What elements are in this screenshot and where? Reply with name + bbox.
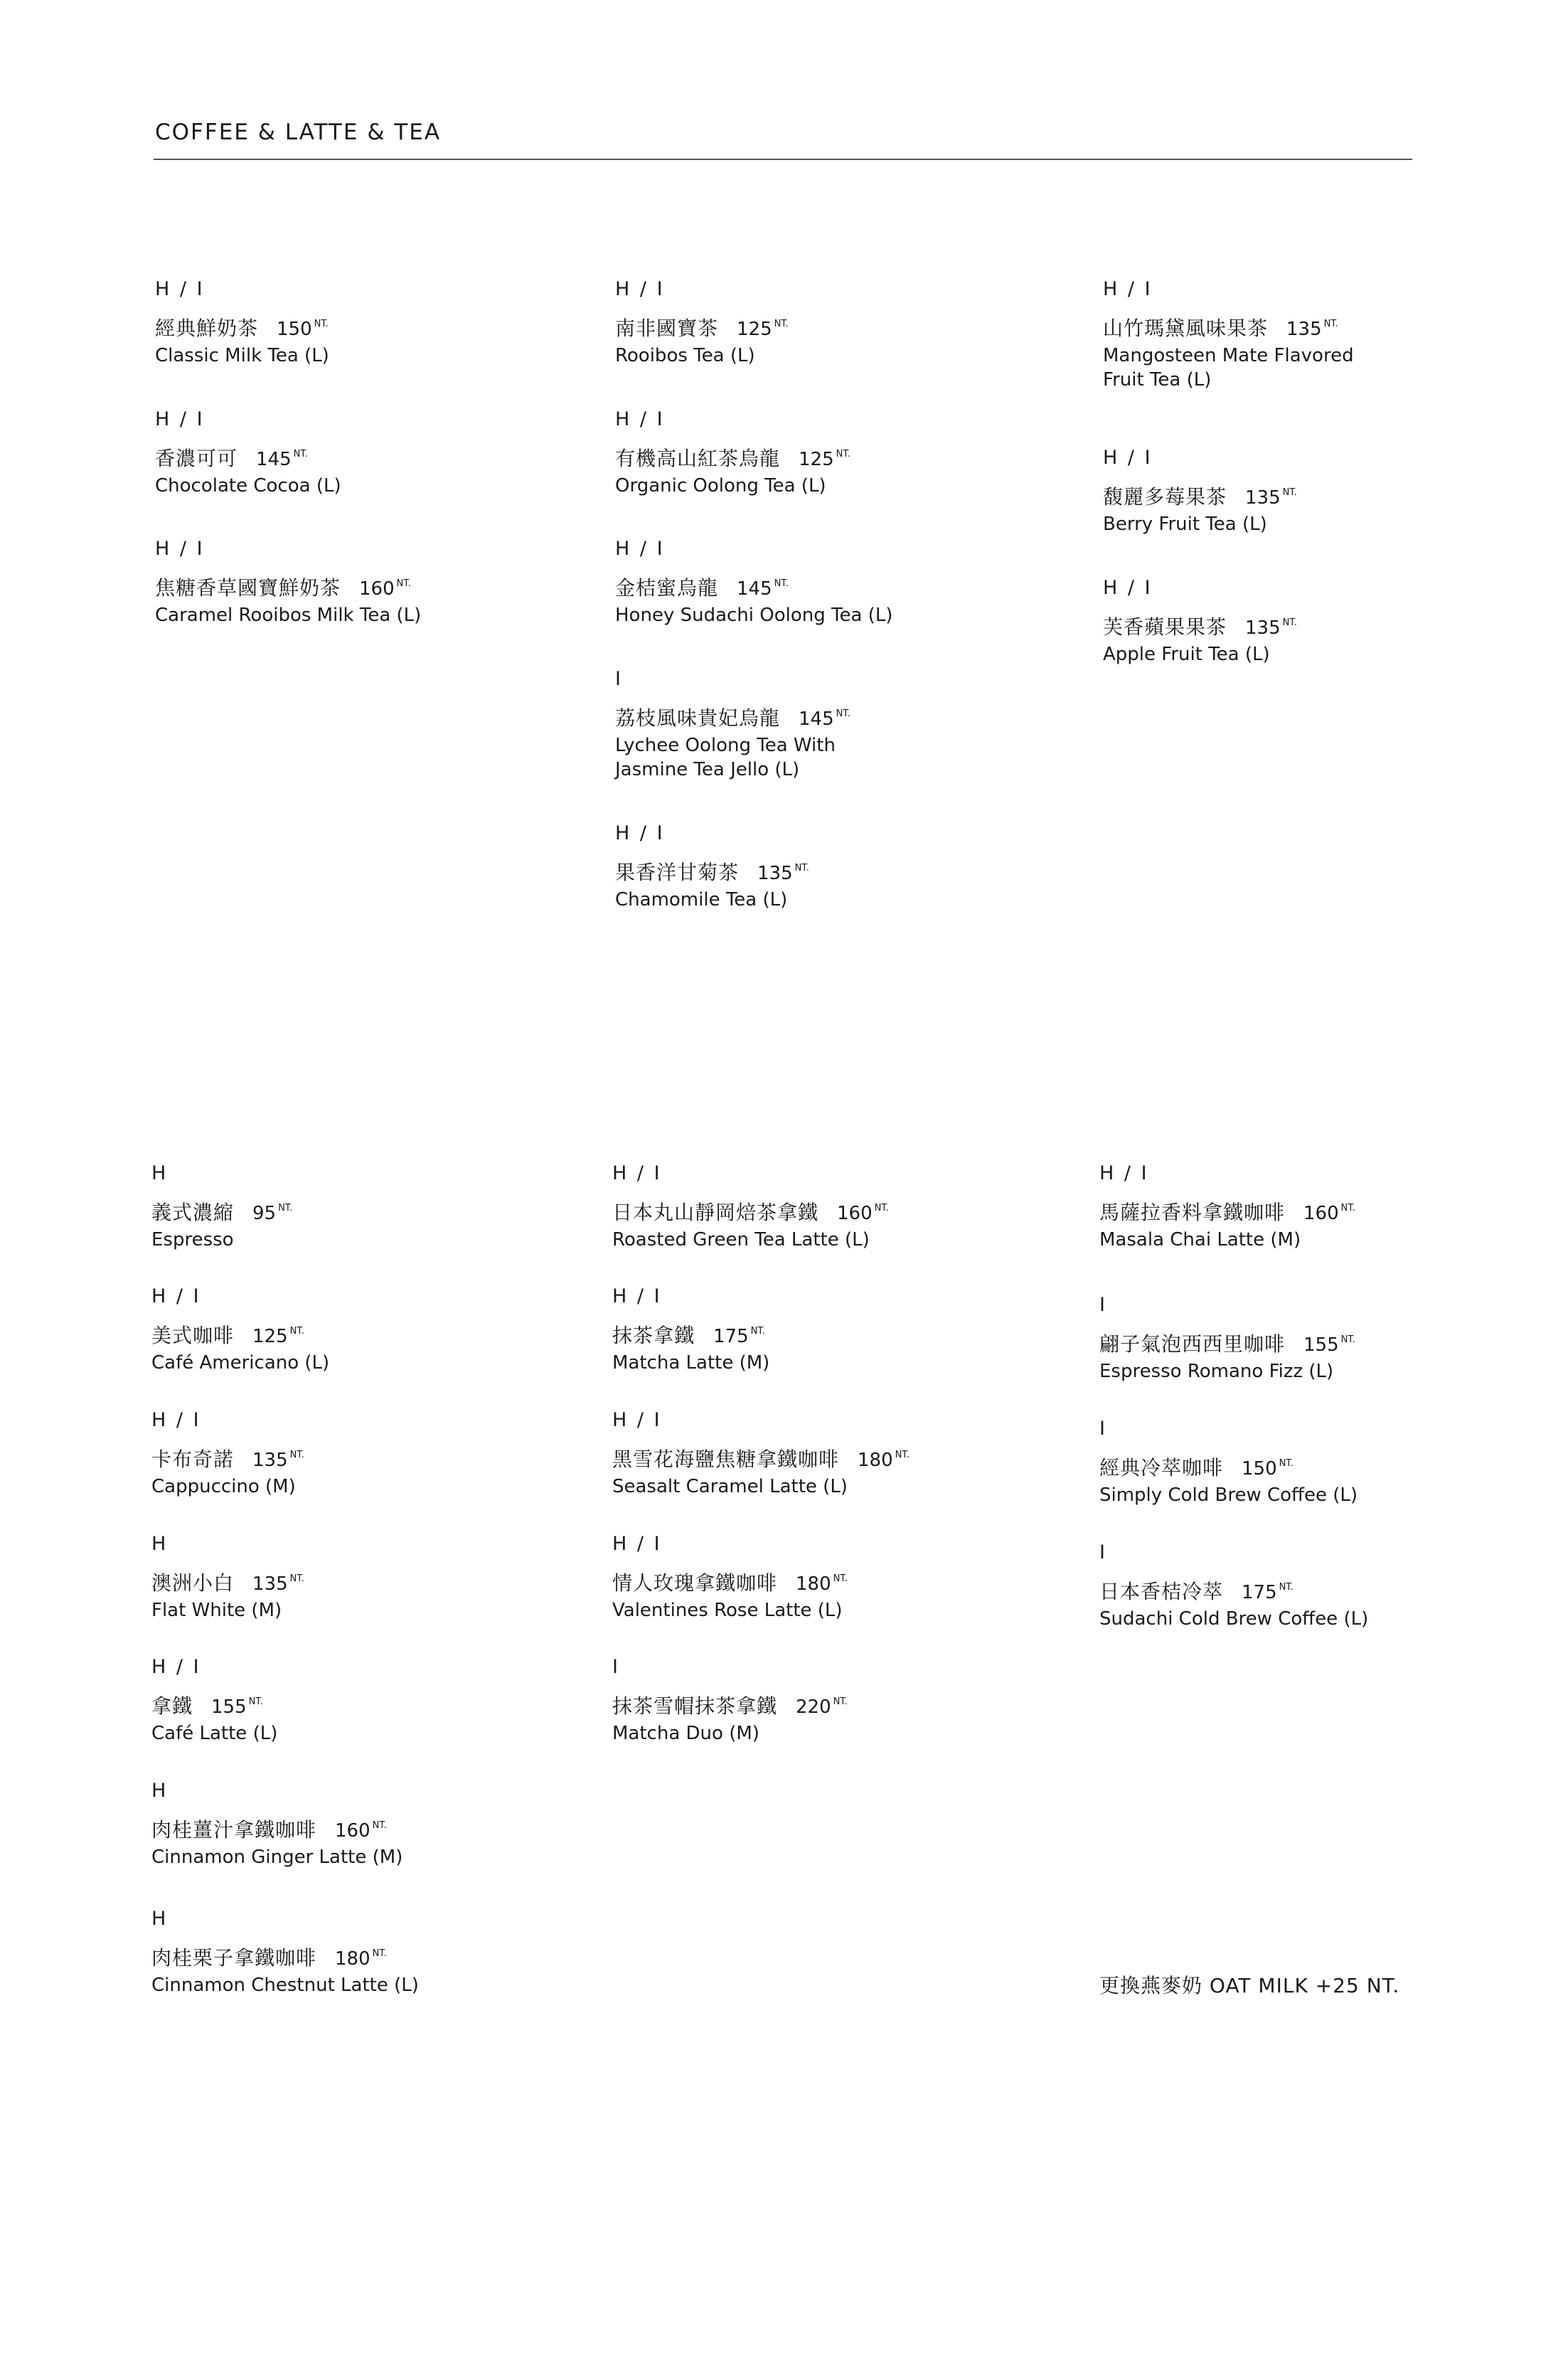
temperature-label: H / I [615,408,665,430]
item-name-en: Berry Fruit Tea (L) [1103,514,1267,535]
item-name-en: Simply Cold Brew Coffee (L) [1099,1484,1358,1506]
item-price: 155 [1303,1334,1339,1356]
menu-item [1099,1293,1498,1383]
item-name-row [612,1566,1010,1593]
menu-item [615,408,1013,498]
temperature-label: H [151,1162,169,1184]
item-name-row [615,311,1013,338]
item-name-row [151,1318,550,1345]
item-name-en: Roasted Green Tea Latte (L) [612,1229,870,1250]
item-price: 125 [737,319,772,340]
temperature-label: H / I [615,822,665,844]
item-price: 125 [799,449,834,470]
temperature-label: H [151,1908,169,1930]
item-name-row [615,570,1013,600]
menu-item [155,537,553,627]
item-name-zh: 日本丸山靜岡焙茶拿鐵 [612,1201,819,1224]
temperature-label: H / I [612,1533,662,1555]
price-unit: NT. [372,1820,387,1831]
item-name-en: Matcha Duo (M) [612,1723,759,1744]
temperature-label: I [1099,1294,1107,1316]
item-name-row [155,311,553,338]
item-name-row [615,701,1013,728]
price-unit: NT. [289,1450,304,1460]
item-name-row [151,1940,550,1970]
item-price: 135 [1245,487,1281,509]
item-name-en: Lychee Oolong Tea With Jasmine Tea Jello (L) [615,735,836,780]
temperature-label: H / I [612,1285,662,1307]
item-name-en: Caramel Rooibos Milk Tea (L) [155,605,422,626]
price-unit: NT. [314,319,329,329]
menu-item [151,1655,550,1746]
item-name-zh: 芙香蘋果果茶 [1103,615,1227,639]
temperature-label: H / I [612,1409,662,1431]
temperature-label: I [615,668,623,690]
price-unit: NT. [794,863,809,873]
price-unit: NT. [278,1203,293,1213]
item-name-zh: 翩子氣泡西西里咖啡 [1099,1332,1286,1356]
menu-item [155,277,553,368]
item-price: 160 [1303,1203,1339,1224]
menu-item [151,1779,550,1869]
item-price: 155 [211,1696,247,1718]
price-unit: NT. [1279,1582,1294,1593]
item-name-zh: 經典鮮奶茶 [155,317,259,340]
menu-item [1099,1417,1498,1507]
price-unit: NT. [774,578,789,589]
item-name-en: Cinnamon Chestnut Latte (L) [151,1975,419,1996]
temperature-label: H / I [615,278,665,300]
temperature-label: H / I [151,1409,201,1431]
item-name-en: Espresso [151,1229,234,1250]
header-divider [154,159,1412,160]
item-price: 135 [252,1573,288,1595]
item-price: 135 [1286,319,1322,340]
item-name-row [151,1442,550,1469]
item-name-zh: 日本香桔冷萃 [1099,1580,1224,1603]
item-price: 160 [359,578,395,600]
menu-item [151,1907,550,1997]
item-price: 150 [277,319,312,340]
price-unit: NT. [1323,319,1338,329]
item-name-row [615,441,1013,468]
item-price: 135 [252,1450,288,1471]
item-name-zh: 焦糖香草國寶鮮奶茶 [155,576,341,600]
price-unit: NT. [248,1696,263,1707]
temperature-label: I [612,1656,620,1678]
item-name-en: Mangosteen Mate Flavored Fruit Tea (L) [1103,345,1354,391]
temperature-label: H / I [151,1656,201,1678]
price-unit: NT. [833,1573,848,1584]
menu-item [1103,576,1501,666]
item-name-row [615,855,1013,882]
price-unit: NT. [874,1203,889,1213]
item-name-en: Cinnamon Ginger Latte (M) [151,1847,403,1868]
item-price: 180 [335,1948,370,1970]
temperature-label: H / I [151,1285,201,1307]
price-unit: NT. [289,1573,304,1584]
temperature-label: H / I [1103,577,1153,599]
item-name-zh: 抹茶拿鐵 [612,1324,695,1347]
item-name-zh: 黑雪花海鹽焦糖拿鐵咖啡 [612,1448,840,1471]
price-unit: NT. [1282,487,1297,498]
item-name-zh: 美式咖啡 [151,1324,235,1347]
menu-item [612,1162,1010,1252]
item-name-row [1099,1327,1498,1354]
price-unit: NT. [833,1696,848,1707]
price-unit: NT. [372,1948,387,1959]
item-name-en: Organic Oolong Tea (L) [615,475,826,496]
temperature-label: H / I [612,1162,662,1184]
menu-item [615,822,1013,912]
temperature-label: H / I [155,278,205,300]
item-name-zh: 馥麗多莓果茶 [1103,485,1227,509]
temperature-label: I [1099,1418,1107,1440]
item-name-zh: 果香洋甘菊茶 [615,861,740,884]
temperature-label: H [151,1780,169,1802]
item-name-row [155,570,553,600]
item-price: 160 [335,1820,370,1842]
item-name-en: Chocolate Cocoa (L) [155,475,341,496]
item-name-en: Rooibos Tea (L) [615,345,755,366]
menu-item [612,1285,1010,1375]
price-unit: NT. [289,1326,304,1337]
temperature-label: H / I [1103,447,1153,469]
item-price: 180 [796,1573,831,1595]
item-name-zh: 肉桂栗子拿鐵咖啡 [151,1946,317,1970]
price-unit: NT. [750,1326,765,1337]
item-name-row [612,1689,1010,1716]
item-price: 95 [252,1203,277,1224]
menu-item [615,667,1013,782]
item-price: 145 [256,449,292,470]
item-price: 175 [713,1326,749,1347]
item-name-row [1099,1450,1498,1480]
menu-item [612,1532,1010,1622]
item-name-zh: 義式濃縮 [151,1201,235,1224]
menu-item [1103,446,1501,536]
item-name-zh: 澳洲小白 [151,1571,235,1595]
item-name-zh: 金桔蜜烏龍 [615,576,719,600]
menu-item [151,1285,550,1375]
item-name-row [1103,610,1501,637]
item-price: 145 [799,708,834,730]
item-name-row [612,1195,1010,1222]
item-name-row [1103,479,1501,509]
item-name-row [151,1689,550,1716]
item-name-row [151,1812,550,1842]
item-price: 175 [1242,1582,1277,1603]
item-name-row [1099,1574,1498,1601]
menu-item [1103,277,1501,392]
item-price: 135 [1245,617,1281,639]
price-unit: NT. [1340,1203,1355,1213]
temperature-label: H / I [1103,278,1153,300]
menu-item [151,1532,550,1622]
item-name-row [1099,1195,1498,1222]
temperature-label: H / I [615,538,665,560]
item-name-en: Matcha Latte (M) [612,1352,770,1374]
menu-item [612,1655,1010,1746]
item-name-en: Classic Milk Tea (L) [155,345,329,366]
price-unit: NT. [1340,1334,1355,1345]
temperature-label: H / I [155,408,205,430]
temperature-label: H [151,1533,169,1555]
item-name-zh: 馬薩拉香料拿鐵咖啡 [1099,1201,1286,1224]
item-name-en: Chamomile Tea (L) [615,889,788,910]
menu-item [615,277,1013,368]
menu-item [1099,1541,1498,1631]
item-name-zh: 卡布奇諾 [151,1448,235,1471]
price-unit: NT. [836,708,850,719]
item-name-zh: 山竹瑪黛風味果茶 [1103,317,1269,340]
item-price: 145 [737,578,772,600]
item-name-en: Café Latte (L) [151,1723,278,1744]
temperature-label: H / I [1099,1162,1149,1184]
item-name-en: Seasalt Caramel Latte (L) [612,1476,848,1497]
item-name-row [612,1442,1010,1469]
menu-item [612,1408,1010,1499]
item-price: 160 [837,1203,873,1224]
item-price: 150 [1242,1458,1277,1480]
item-name-row [151,1566,550,1593]
item-name-en: Valentines Rose Latte (L) [612,1600,843,1621]
price-unit: NT. [293,449,308,460]
item-name-en: Cappuccino (M) [151,1476,296,1497]
item-name-zh: 南非國寶茶 [615,317,719,340]
item-name-zh: 有機高山紅茶烏龍 [615,447,781,470]
item-price: 180 [858,1450,893,1471]
item-price: 220 [796,1696,831,1718]
item-name-en: Honey Sudachi Oolong Tea (L) [615,605,893,626]
menu-item [155,408,553,498]
price-unit: NT. [774,319,789,329]
item-name-zh: 經典冷萃咖啡 [1099,1456,1224,1480]
item-name-row [612,1318,1010,1345]
item-name-zh: 拿鐵 [151,1694,193,1718]
item-name-row [155,441,553,468]
item-name-row [1103,311,1501,338]
item-name-en: Masala Chai Latte (M) [1099,1229,1301,1250]
page-title: COFFEE & LATTE & TEA [155,119,442,145]
price-unit: NT. [895,1450,910,1460]
price-unit: NT. [836,449,850,460]
item-name-zh: 抹茶雪帽抹茶拿鐵 [612,1694,778,1718]
price-unit: NT. [396,578,411,589]
menu-item [151,1162,550,1252]
temperature-label: H / I [155,538,205,560]
price-unit: NT. [1279,1458,1294,1469]
item-name-en: Flat White (M) [151,1600,282,1621]
item-name-en: Espresso Romano Fizz (L) [1099,1361,1334,1382]
temperature-label: I [1099,1541,1107,1563]
oat-milk-note: 更換燕麥奶 OAT MILK +25 NT. [1099,1974,1400,1997]
item-price: 135 [757,863,793,884]
item-name-zh: 荔枝風味貴妃烏龍 [615,706,781,730]
item-name-zh: 香濃可可 [155,447,238,470]
menu-item [615,537,1013,627]
menu-item [151,1408,550,1499]
menu-item [1099,1162,1498,1252]
price-unit: NT. [1282,617,1297,628]
item-name-row [151,1195,550,1222]
item-price: 125 [252,1326,288,1347]
item-name-en: Café Americano (L) [151,1352,330,1374]
item-name-en: Apple Fruit Tea (L) [1103,644,1270,665]
item-name-en: Sudachi Cold Brew Coffee (L) [1099,1608,1369,1630]
item-name-zh: 肉桂薑汁拿鐵咖啡 [151,1818,317,1842]
item-name-zh: 情人玫瑰拿鐵咖啡 [612,1571,778,1595]
